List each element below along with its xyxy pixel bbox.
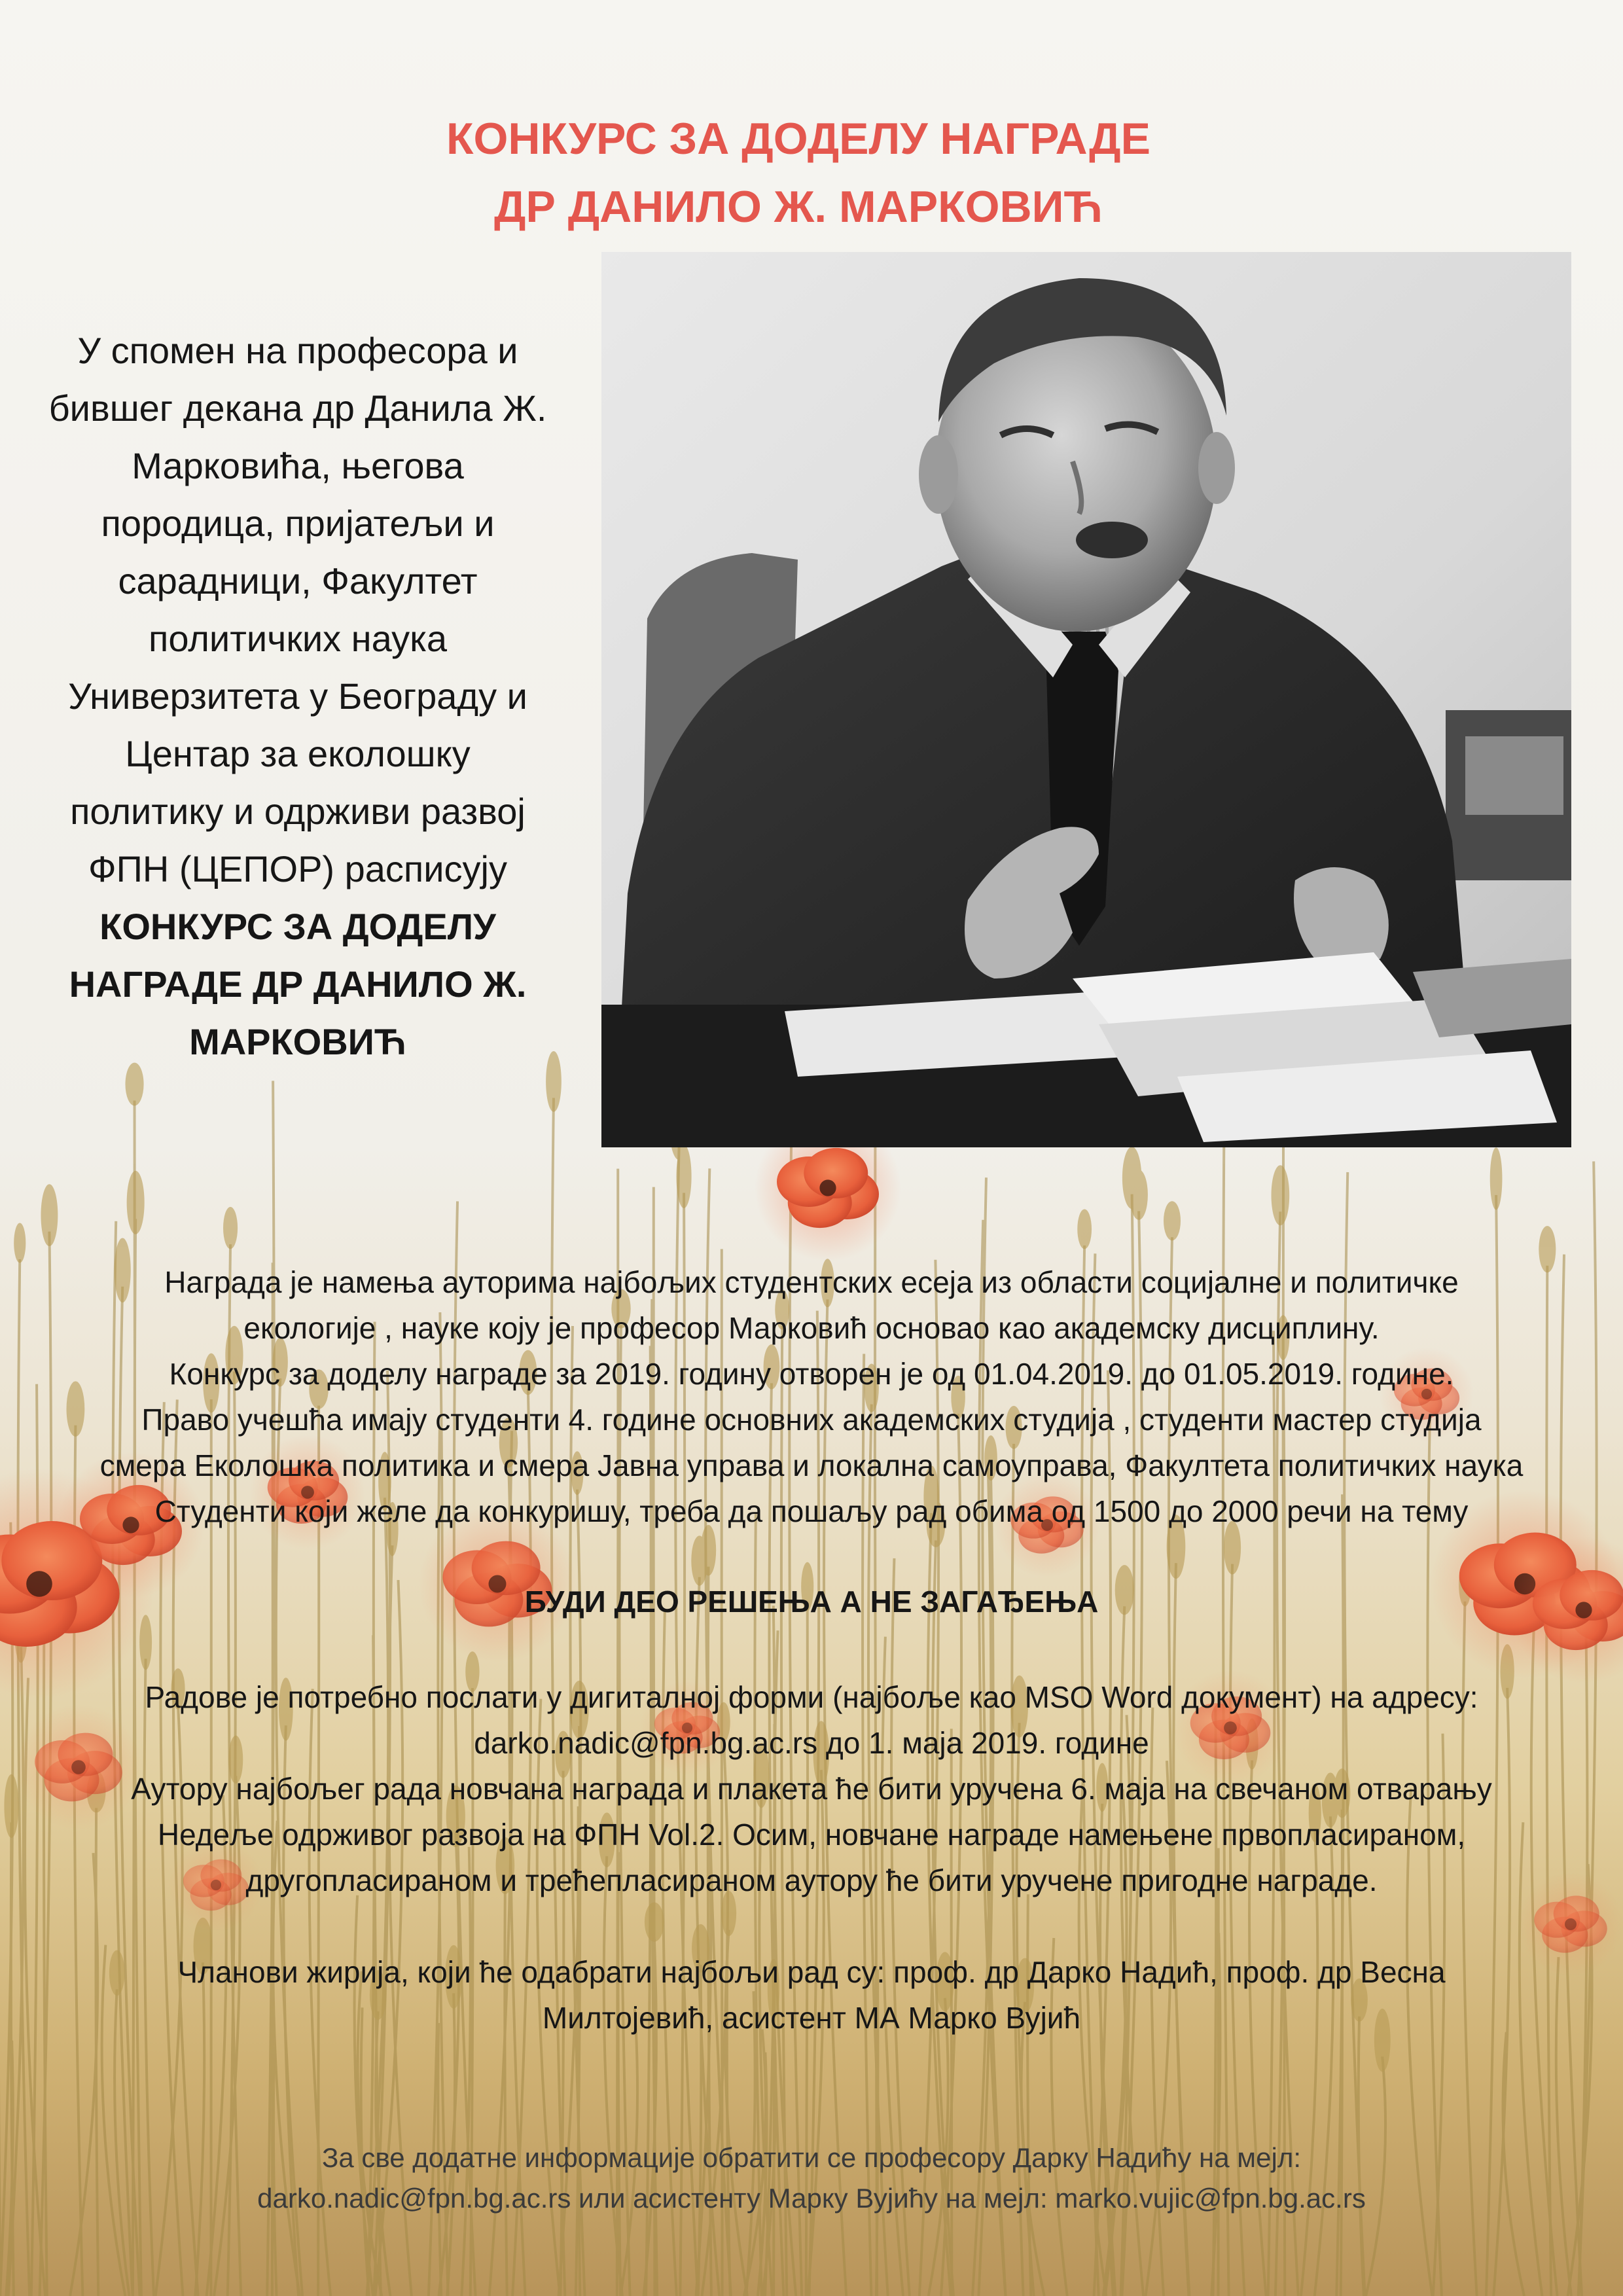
description-line: Награда је намења ауторима најбољих студентских есеја из области социјалне и политичке <box>164 1265 1459 1299</box>
portrait-photo <box>601 252 1571 1147</box>
submission-line: Радове је потребно послати у дигиталној форми (најбоље као MSO Word документ) на адресу: <box>145 1680 1478 1714</box>
wheat-head <box>41 1184 58 1246</box>
contact-info <box>0 2138 1623 2219</box>
intro-line: породица, пријатељи и <box>101 503 495 544</box>
intro-bold-line: НАГРАДЕ ДР ДАНИЛО Ж. <box>69 963 527 1005</box>
description-line: екологије , науке коју је професор Марковић основао као академску дисциплину. <box>243 1311 1380 1345</box>
intro-line: бившег декана др Данила Ж. <box>48 387 547 429</box>
portrait-illustration <box>601 252 1571 1147</box>
submission-email-line: darko.nadic@fpn.bg.ac.rs до 1. маја 2019. године <box>474 1726 1149 1760</box>
title-line-2: ДР ДАНИЛО Ж. МАРКОВИЋ <box>494 182 1103 232</box>
intro-line: политичких наука <box>149 618 447 659</box>
intro-bold-line: КОНКУРС ЗА ДОДЕЛУ <box>99 906 496 947</box>
submission-line: Аутору најбољег рада новчана награда и плакета ће бити уручена 6. маја на свечаном отварању <box>131 1772 1492 1806</box>
submission-line: Недеље одрживог развоја на ФПН Vol.2. Осим, новчане награде намењене првопласираном, <box>157 1818 1466 1852</box>
title-line-1: КОНКУРС ЗА ДОДЕЛУ НАГРАДЕ <box>446 114 1150 164</box>
jury-line: Чланови жирија, који ће одабрати најбољи рад су: проф. др Дарко Надић, проф. др Весна <box>177 1955 1446 1989</box>
intro-paragraph <box>13 322 582 1071</box>
wheat-head <box>1122 1147 1141 1209</box>
contact-emails-line: darko.nadic@fpn.bg.ac.rs или асистенту Марку Вујићу на мејл: marko.vujic@fpn.bg.ac.rs <box>257 2183 1366 2214</box>
award-description <box>0 1259 1623 1534</box>
intro-line: У спомен на професора и <box>77 330 518 371</box>
poster-title <box>0 105 1597 241</box>
submission-info <box>0 1674 1623 1903</box>
contact-line: За све додатне информације обратити се професору Дарку Надићу на мејл: <box>321 2142 1302 2173</box>
intro-line: Марковића, његова <box>132 445 464 486</box>
jury-members <box>0 1949 1623 2041</box>
jury-line: Милтојевић, асистент МА Марко Вујић <box>542 2001 1081 2035</box>
description-line: Студенти који желе да конкуришу, треба да пошаљу рад обима од 1500 до 2000 речи на тему <box>154 1494 1469 1528</box>
poppy-petal <box>804 1148 868 1198</box>
wheat-head <box>645 1902 664 1941</box>
intro-line: Универзитета у Београду и <box>68 675 527 717</box>
intro-line: политику и одрживи развој <box>70 791 526 832</box>
wheat-head <box>1272 1165 1290 1225</box>
intro-line: ФПН (ЦЕПОР) расписују <box>88 848 507 889</box>
wheat-head <box>1164 1201 1181 1240</box>
poppy-center <box>819 1179 836 1196</box>
wheat-head <box>223 1207 238 1249</box>
essay-topic-slogan <box>0 1579 1623 1624</box>
wheat-head <box>14 1223 26 1263</box>
wheat-head <box>1077 1209 1092 1249</box>
intro-line: Центар за еколошку <box>125 733 471 774</box>
intro-bold-line: МАРКОВИЋ <box>189 1021 406 1062</box>
intro-line: сарадници, Факултет <box>118 560 478 601</box>
description-line: Конкурс за доделу награде за 2019. годину отворен је од 01.04.2019. до 01.05.2019. године. <box>169 1357 1454 1391</box>
wheat-head <box>127 1171 145 1234</box>
description-line: Право учешћа имају студенти 4. године основних академских студија , студенти мастер студија <box>141 1403 1482 1437</box>
slogan-text: БУДИ ДЕО РЕШЕЊА А НЕ ЗАГАЂЕЊА <box>524 1585 1099 1619</box>
wheat-head <box>1490 1147 1503 1210</box>
description-line: смера Еколошка политика и смера Јавна управа и локална самоуправа, Факултета политичких наука <box>99 1448 1524 1482</box>
submission-line: другопласираном и трећепласираном аутору ће бити уручене пригодне награде. <box>245 1863 1378 1897</box>
poppy-center <box>1565 1918 1577 1930</box>
